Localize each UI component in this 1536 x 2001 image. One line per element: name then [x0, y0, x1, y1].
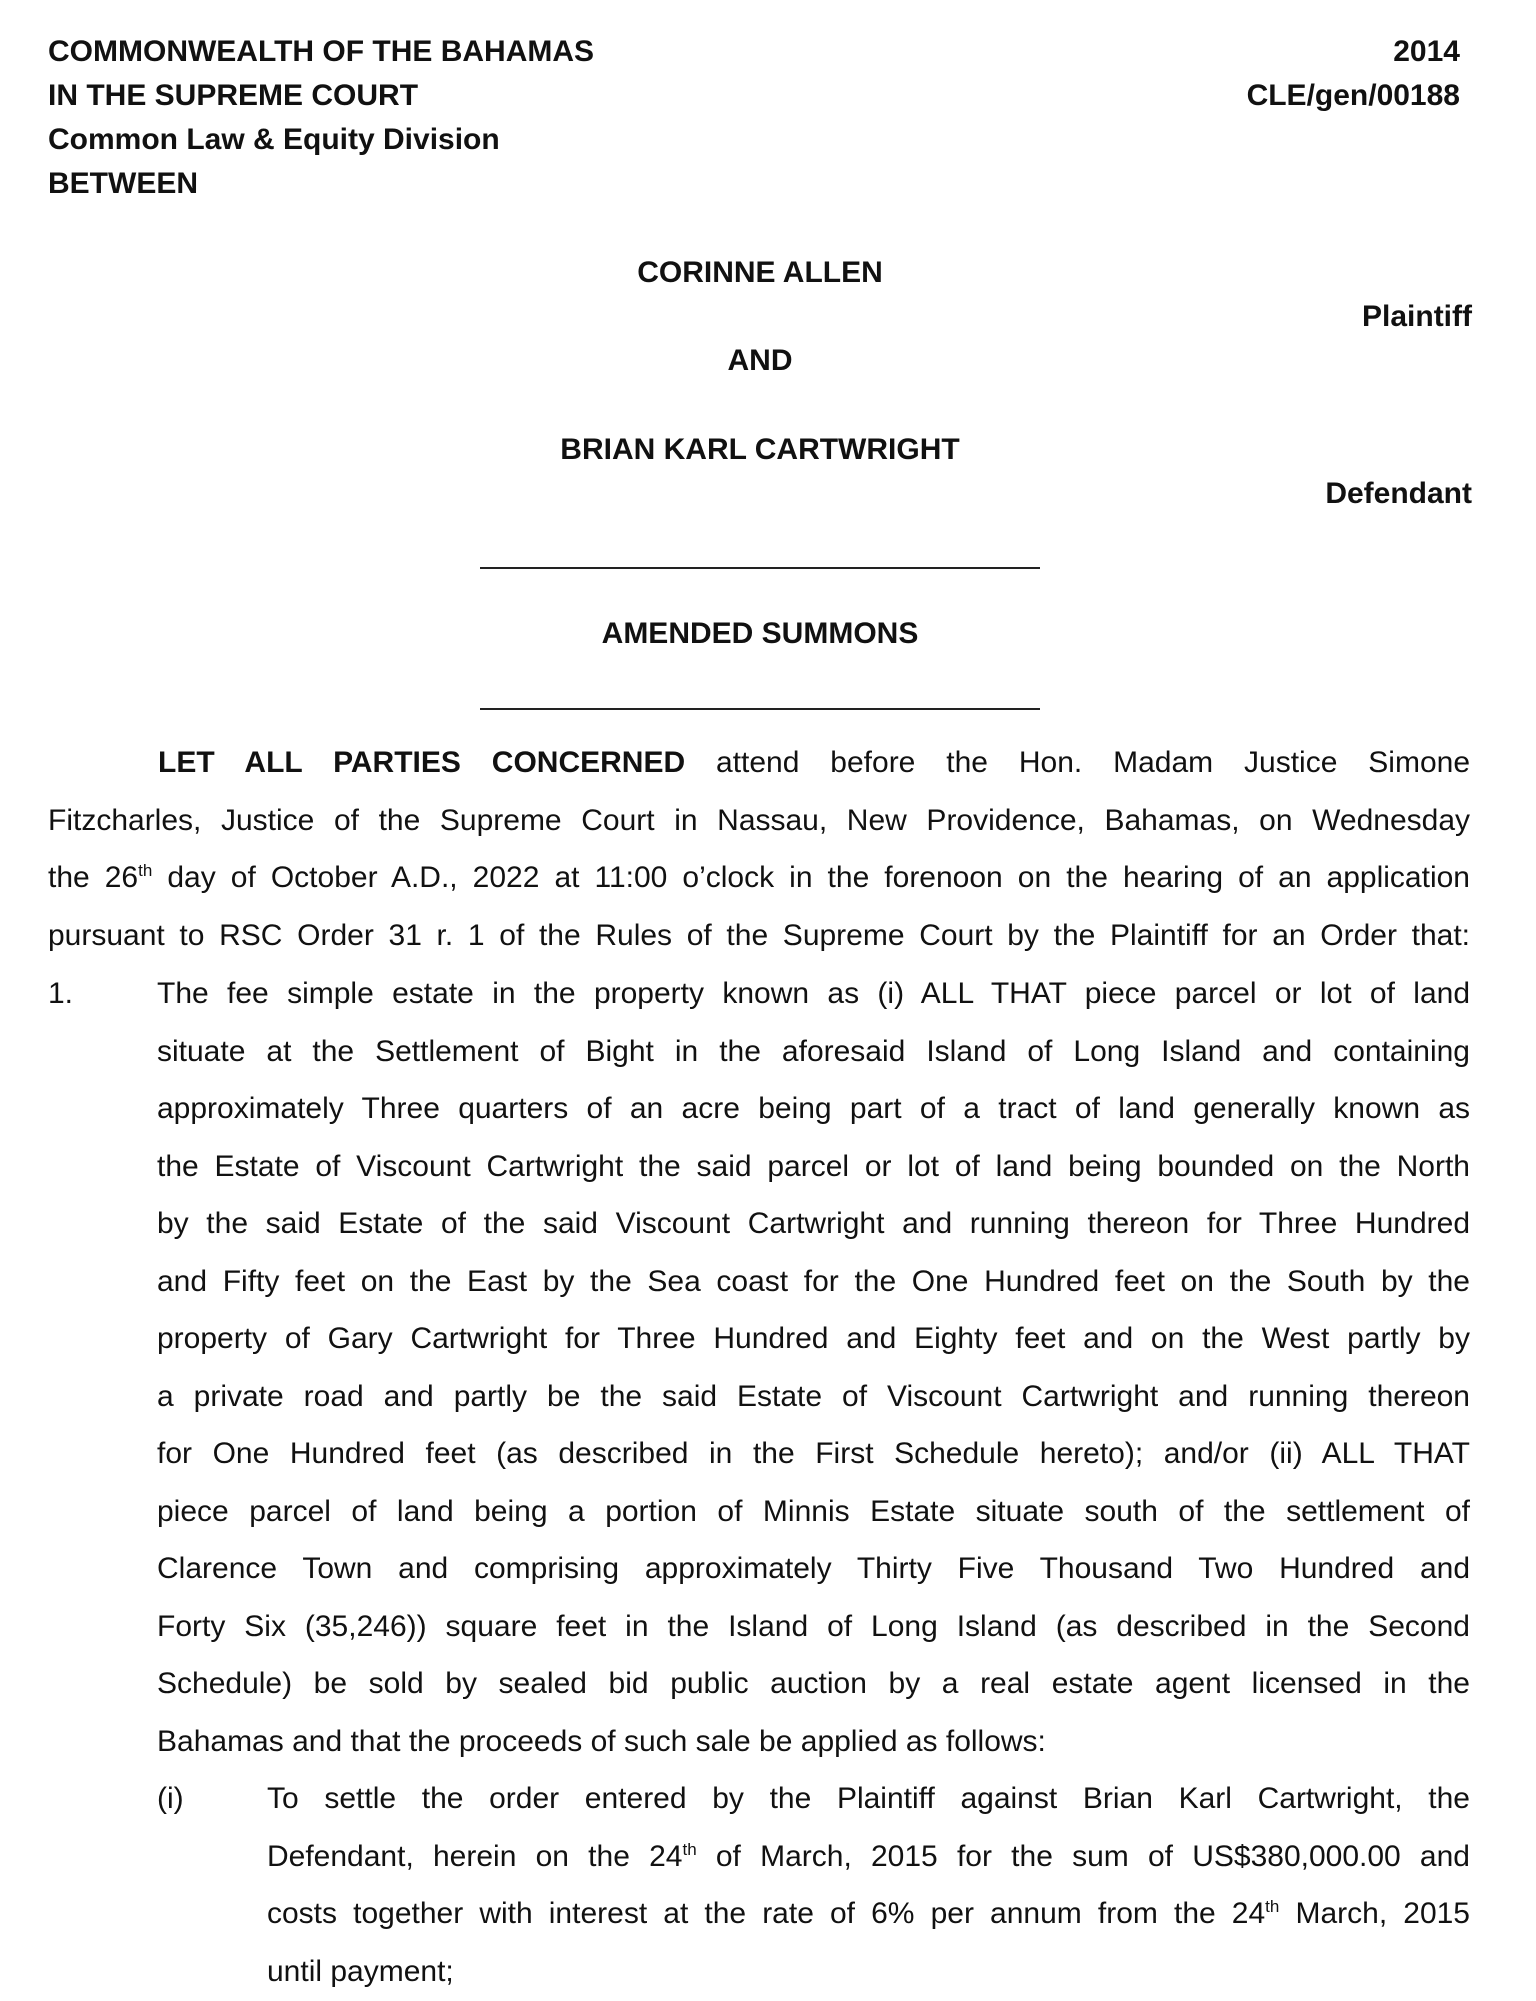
intro-paragraph: [48, 734, 1470, 964]
intro-line-1: LET ALL PARTIES CONCERNED attend before the Hon. Madam Justice Simone: [158, 746, 1470, 779]
case-year: 2014: [1393, 35, 1460, 68]
court-header: [48, 30, 594, 206]
case-number: CLE/gen/00188: [1246, 79, 1460, 112]
intro-line-4: pursuant to RSC Order 31 r. 1 of the Rules of the Supreme Court by the Plaintiff for an Order that:: [48, 918, 1470, 952]
plaintiff-role: Plaintiff: [1362, 300, 1472, 333]
intro-lead: LET ALL PARTIES CONCERNED: [158, 746, 686, 779]
sub-item-i-number: (i): [157, 1782, 184, 1815]
division: Common Law & Equity Division: [48, 123, 500, 156]
document-title: AMENDED SUMMONS: [601, 617, 919, 650]
jurisdiction: COMMONWEALTH OF THE BAHAMAS: [48, 35, 595, 68]
title-rule-bottom: [480, 708, 1040, 710]
case-reference: [1180, 30, 1460, 118]
intro-line-2: Fitzcharles, Justice of the Supreme Court in Nassau, New Providence, Bahamas, on Wednesday: [48, 803, 1470, 837]
sub-item-i-text: To settle the order entered by the Plaintiff against Brian Karl Cartwright, the Defendant, herein on the 24th of March, 2015 for the sum of US$380,000.00 and costs together with interest at the rate of 6% per annum from the 24th March, 2015 until payment;: [267, 1782, 1470, 1988]
between-label: BETWEEN: [48, 167, 198, 200]
defendant-role: Defendant: [1325, 477, 1472, 510]
intro-line-3: the 26th day of October A.D., 2022 at 11:00 o’clock in the forenoon on the hearing of an application: [48, 861, 1470, 894]
court-name: IN THE SUPREME COURT: [48, 79, 419, 112]
plaintiff-name: CORINNE ALLEN: [637, 256, 883, 289]
item-1-text: The fee simple estate in the property known as (i) ALL THAT piece parcel or lot of land situate at the Settlement of Bight in the aforesaid Island of Long Island and containing approximately Three quarters of an acre being part of a tract of land generally known as the Estate of Viscount Cartwright the said parcel or lot of land being bounded on the North by the said Estate of the said Viscount Cartwright and running thereon for Three Hundred and Fifty feet on the East by the Sea coast for the One Hundred feet on the South by the property of Gary Cartwright for Three Hundred and Eighty feet and on the West partly by a private road and partly be the said Estate of Viscount Cartwright and running thereon for One Hundred feet (as described in the First Schedule hereto); and/or (ii) ALL THAT piece parcel of land being a portion of Minnis Estate situate south of the settlement of Clarence Town and comprising approximately Thirty Five Thousand Two Hundred and Forty Six (35,246)) square feet in the Island of Long Island (as described in the Second Schedule) be sold by sealed bid public auction by a real estate agent licensed in the Bahamas and that the proceeds of such sale be applied as follows:: [157, 977, 1470, 1758]
title-rule-top: [480, 567, 1040, 569]
and-separator: AND: [727, 344, 793, 377]
item-1-number: 1.: [48, 977, 74, 1010]
defendant-name: BRIAN KARL CARTWRIGHT: [560, 433, 960, 466]
